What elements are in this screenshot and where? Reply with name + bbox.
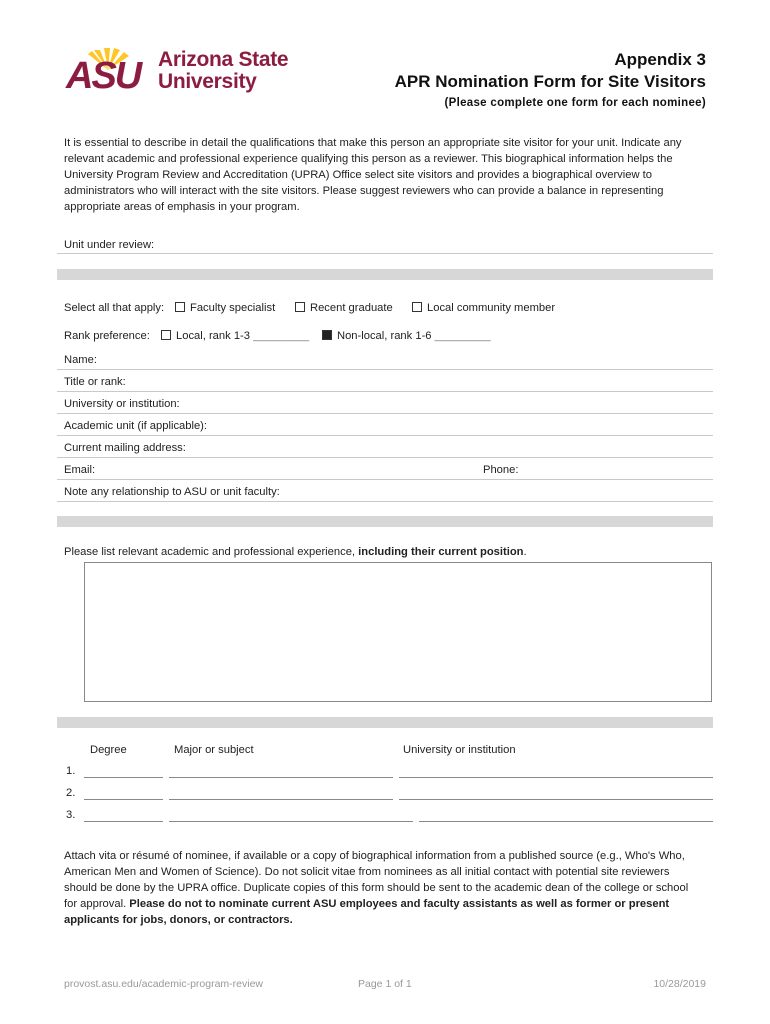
institution-field-line[interactable] <box>399 799 713 800</box>
email-label: Email: <box>64 464 96 476</box>
checkbox-icon[interactable] <box>412 302 422 312</box>
title-label: Title or rank: <box>64 376 126 388</box>
rank-nonlocal-blank[interactable]: _________ <box>434 330 491 342</box>
academic-unit-field-line[interactable] <box>57 435 713 436</box>
logo-line-1: Arizona State <box>158 48 289 71</box>
attachment-note-bold: Please do not to nominate current ASU employees and faculty assistants as well as former or present applicants for jobs, donors, or contractors. <box>64 898 670 926</box>
select-label: Select all that apply: <box>64 302 165 314</box>
option-recent-graduate[interactable]: Recent graduate <box>295 302 393 314</box>
section-divider <box>57 717 713 728</box>
checkbox-icon[interactable] <box>161 330 171 340</box>
degree-field-line[interactable] <box>84 777 163 778</box>
footer-page-number: Page 1 of 1 <box>358 978 412 990</box>
rank-local-option[interactable]: Local, rank 1-3 _________ <box>161 330 309 342</box>
degree-row-number: 2. <box>66 787 76 799</box>
university-label: University or institution: <box>64 398 180 410</box>
logo-line-2: University <box>158 70 257 93</box>
rank-label: Rank preference: <box>64 330 150 342</box>
address-label: Current mailing address: <box>64 442 186 454</box>
address-field-line[interactable] <box>57 457 713 458</box>
checkbox-icon[interactable] <box>175 302 185 312</box>
experience-prompt-bold: including their current position <box>358 546 524 558</box>
major-field-line[interactable] <box>169 799 393 800</box>
unit-field-line[interactable] <box>57 253 713 254</box>
checkbox-icon[interactable] <box>295 302 305 312</box>
section-divider <box>57 516 713 527</box>
intro-paragraph: It is essential to describe in detail the qualifications that make this person an appropriate site visitor for your unit. Indicate any relevant academic and professional experience qualifying this person as a reviewer. This biographical information helps the University Program Review and Accreditation (UPRA) Office select site visitors and provides a biographical overview to administrators who will interact with the site visitors. Please suggest reviewers who can provide a balance in representing appropriate areas of emphasis in your program. <box>64 137 682 213</box>
institution-field-line[interactable] <box>399 777 713 778</box>
name-field-line[interactable] <box>57 369 713 370</box>
attachment-note: Attach vita or résumé of nominee, if available or a copy of biographical information from a published source (e.g., Who's Who, American Men and Women of Science). Do not solicit vitae from nominees as all initial contact with potential site reviewers should be done by the UPRA office. Duplicate copies of this form should be sent to the academic dean of the college or school for approval. Please do not to nominate current ASU employees and faculty assistants as well as former or present applicants for jobs, donors, or contractors. <box>64 850 689 926</box>
phone-label: Phone: <box>483 464 519 476</box>
university-field-line[interactable] <box>57 413 713 414</box>
degree-row-number: 3. <box>66 809 76 821</box>
major-field-line[interactable] <box>169 777 393 778</box>
form-title: APR Nomination Form for Site Visitors <box>394 72 706 91</box>
relationship-field-line[interactable] <box>57 501 713 502</box>
degree-row-number: 1. <box>66 765 76 777</box>
relationship-label: Note any relationship to ASU or unit faculty: <box>64 486 280 498</box>
unit-label: Unit under review: <box>64 239 155 251</box>
name-label: Name: <box>64 354 97 366</box>
experience-prompt: Please list relevant academic and professional experience, including their current position. <box>64 546 527 558</box>
option-faculty-specialist[interactable]: Faculty specialist <box>175 302 275 314</box>
option-local-community-member[interactable]: Local community member <box>412 302 555 314</box>
title-field-line[interactable] <box>57 391 713 392</box>
academic-unit-label: Academic unit (if applicable): <box>64 420 208 432</box>
rank-local-blank[interactable]: _________ <box>253 330 310 342</box>
checked-checkbox-icon[interactable] <box>322 330 332 340</box>
major-header: Major or subject <box>174 744 254 756</box>
institution-header: University or institution <box>403 744 516 756</box>
email-phone-field-line[interactable] <box>57 479 713 480</box>
experience-textbox[interactable] <box>84 562 712 702</box>
rank-nonlocal-option[interactable]: Non-local, rank 1-6 _________ <box>322 330 491 342</box>
appendix-label: Appendix 3 <box>614 50 706 69</box>
degree-field-line[interactable] <box>84 799 163 800</box>
footer-date: 10/28/2019 <box>653 978 706 990</box>
asu-sunburst-logo-icon <box>64 48 154 92</box>
section-divider <box>57 269 713 280</box>
major-field-line[interactable] <box>169 821 413 822</box>
institution-field-line[interactable] <box>419 821 713 822</box>
degree-field-line[interactable] <box>84 821 163 822</box>
asu-logo <box>64 48 300 96</box>
degree-header: Degree <box>90 744 127 756</box>
footer-url[interactable]: provost.asu.edu/academic-program-review <box>64 978 264 990</box>
form-subtitle: (Please complete one form for each nominee) <box>444 97 706 109</box>
asu-mark-text: ASU <box>66 55 141 92</box>
